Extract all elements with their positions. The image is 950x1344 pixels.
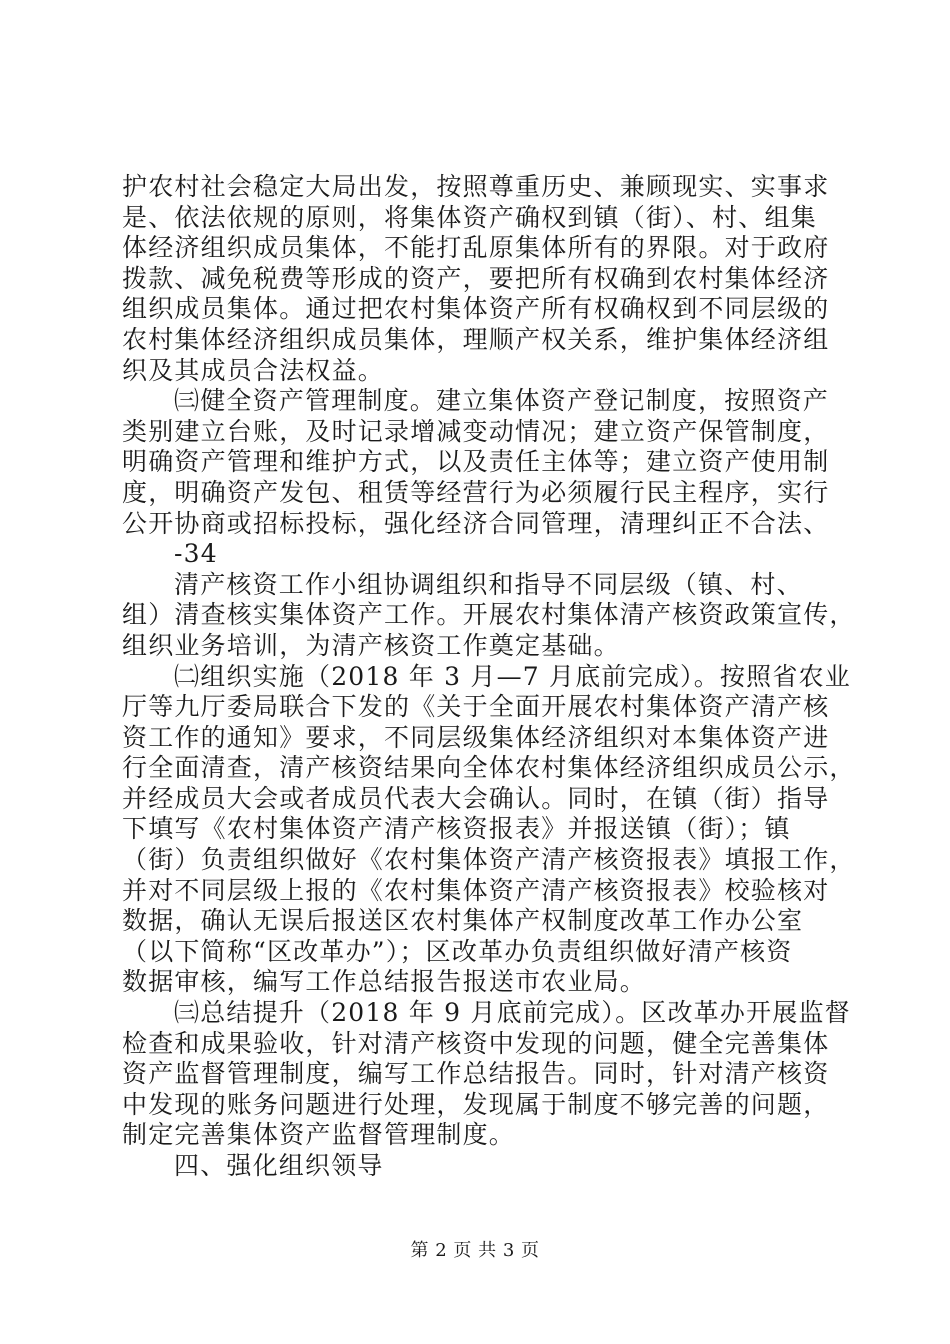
text-line: 资工作的通知》要求，不同层级集体经济组织对本集体资产进 — [122, 722, 830, 752]
text-line: 清产核资工作小组协调组织和指导不同层级（镇、村、 — [174, 569, 803, 599]
page-footer: 第 2 页 共 3 页 — [410, 1240, 540, 1261]
text-line: 并经成员大会或者成员代表大会确认。同时，在镇（街）指导 — [122, 783, 830, 813]
text-line: 明确资产管理和维护方式，以及责任主体等；建立资产使用制 — [122, 447, 830, 477]
text-line: 并对不同层级上报的《农村集体资产清产核资报表》校验核对 — [122, 875, 830, 905]
text-line: 组织业务培训，为清产核资工作奠定基础。 — [122, 630, 620, 660]
document-body — [122, 172, 856, 1182]
text-line: ㈡组织实施（2018 年 3 月—7 月底前完成）。按照省农业 — [174, 661, 851, 691]
text-line: 数据，确认无误后报送区农村集体产权制度改革工作办公室 — [122, 906, 804, 936]
text-line: 检查和成果验收，针对清产核资中发现的问题，健全完善集体 — [122, 1028, 830, 1058]
text-line: 行全面清查，清产核资结果向全体农村集体经济组织成员公示， — [122, 753, 856, 783]
text-line: 制定完善集体资产监督管理制度。 — [122, 1120, 516, 1150]
text-line: 是、依法依规的原则，将集体资产确权到镇（街）、村、组集 — [122, 202, 817, 232]
text-line: （以下简称“区改革办”）；区改革办负责组织做好清产核资 — [122, 936, 793, 966]
text-line: ㈢总结提升（2018 年 9 月底前完成）。区改革办开展监督 — [174, 998, 851, 1028]
text-line: （街）负责组织做好《农村集体资产清产核资报表》填报工作， — [122, 845, 856, 875]
text-line: 组织成员集体。通过把农村集体资产所有权确权到不同层级的 — [122, 294, 830, 324]
text-line: 农村集体经济组织成员集体，理顺产权关系，维护集体经济组 — [122, 324, 830, 354]
text-line: 公开协商或招标投标，强化经济合同管理，清理纠正不合法、 — [122, 508, 830, 538]
text-line: 中发现的账务问题进行处理，发现属于制度不够完善的问题， — [122, 1089, 830, 1119]
text-line: 度，明确资产发包、租赁等经营行为必须履行民主程序，实行 — [122, 477, 830, 507]
text-line: ㈢健全资产管理制度。建立集体资产登记制度，按照资产 — [174, 386, 830, 416]
text-line: 体经济组织成员集体，不能打乱原集体所有的界限。对于政府 — [122, 233, 830, 263]
text-line: 类别建立台账，及时记录增减变动情况；建立资产保管制度， — [122, 416, 830, 446]
text-line: 厅等九厅委局联合下发的《关于全面开展农村集体资产清产核 — [122, 692, 830, 722]
text-line: 下填写《农村集体资产清产核资报表》并报送镇（街）；镇 — [122, 814, 791, 844]
text-line: 护农村社会稳定大局出发，按照尊重历史、兼顾现实、实事求 — [122, 172, 830, 201]
text-line: 组）清查核实集体资产工作。开展农村集体清产核资政策宣传， — [122, 600, 856, 630]
text-line: 数据审核，编写工作总结报告报送市农业局。 — [122, 967, 647, 997]
text-line: 拨款、减免税费等形成的资产，要把所有权确到农村集体经济 — [122, 263, 830, 293]
text-line: 四、强化组织领导 — [174, 1151, 384, 1180]
text-line: 织及其成员合法权益。 — [122, 355, 385, 385]
text-line: -34 — [174, 539, 218, 569]
text-line: 资产监督管理制度，编写工作总结报告。同时，针对清产核资 — [122, 1059, 830, 1089]
